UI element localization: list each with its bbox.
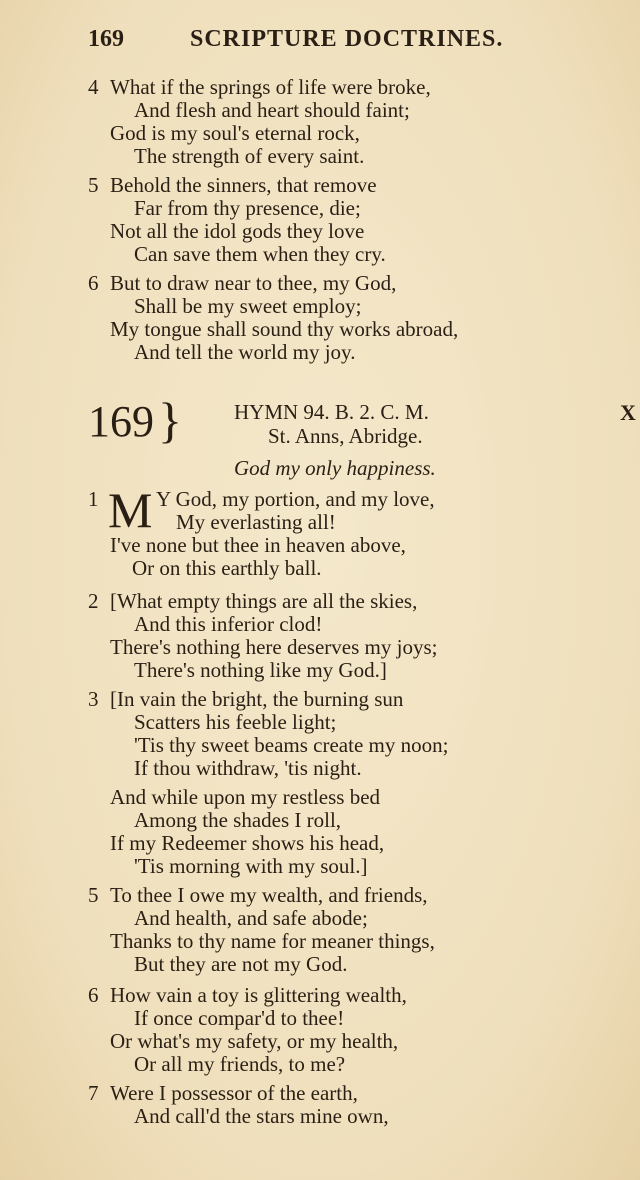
hymn-title: HYMN 94. B. 2. C. M. (234, 400, 429, 424)
hymn-stanza-2 (88, 590, 608, 682)
stanza-line: The strength of every saint. (134, 144, 365, 168)
stanza-line: If my Redeemer shows his head, (110, 831, 385, 855)
stanza-number: 5 (88, 173, 99, 197)
stanza-line: And while upon my restless bed (110, 785, 381, 809)
stanza-line: I've none but thee in heaven above, (110, 533, 406, 557)
stanza-line: 5 Behold the sinners, that remove (88, 173, 377, 197)
stanza-line: Or what's my safety, or my health, (110, 1029, 399, 1053)
hymn-stanza-3 (88, 688, 608, 780)
stanza-line: Thanks to thy name for meaner things, (110, 929, 435, 953)
stanza-line: Among the shades I roll, (134, 808, 342, 832)
stanza-line: My everlasting all! (176, 510, 336, 534)
stanza-line: Scatters his feeble light; (134, 710, 337, 734)
stanza-line: 5 To thee I owe my wealth, and friends, (88, 883, 428, 907)
stanza-line: 2 [What empty things are all the skies, (88, 589, 418, 613)
prior-stanza-5 (88, 174, 608, 266)
stanza-line: 6 But to draw near to thee, my God, (88, 271, 397, 295)
stanza-line: If thou withdraw, 'tis night. (134, 756, 362, 780)
stanza-number: 1 (88, 487, 99, 511)
stanza-line: Or all my friends, to me? (134, 1052, 346, 1076)
stanza-line: 'Tis thy sweet beams create my noon; (134, 733, 449, 757)
stanza-line: Not all the idol gods they love (110, 219, 365, 243)
stanza-number: 4 (88, 75, 99, 99)
stanza-line: Or on this earthly ball. (132, 556, 322, 580)
hymn-stanza-1 (88, 488, 608, 580)
stanza-line: 6 How vain a toy is glittering wealth, (88, 983, 407, 1007)
stanza-line: And call'd the stars mine own, (134, 1104, 389, 1128)
stanza-line: 7 Were I possessor of the earth, (88, 1081, 358, 1105)
margin-mark: X (620, 400, 636, 425)
stanza-line: 'Tis morning with my soul.] (134, 854, 368, 878)
hymn-tune: St. Anns, Abridge. (268, 424, 423, 448)
stanza-line: There's nothing like my God.] (134, 658, 387, 682)
hymn-stanza-6 (88, 984, 608, 1076)
stanza-number: 7 (88, 1081, 99, 1105)
stanza-number: 3 (88, 687, 99, 711)
page-header (88, 26, 538, 56)
hymn-stanza-5 (88, 884, 608, 976)
stanza-line: There's nothing here deserves my joys; (110, 635, 438, 659)
stanza-line: Can save them when they cry. (134, 242, 386, 266)
stanza-line: But they are not my God. (134, 952, 348, 976)
stanza-line: And health, and safe abode; (134, 906, 368, 930)
page-number: 169 (88, 26, 124, 52)
hymn-heading (88, 392, 640, 480)
stanza-line: 4 What if the springs of life were broke, (88, 75, 431, 99)
hymn-number: 169 (88, 397, 154, 446)
stanza-line: God is my soul's eternal rock, (110, 121, 360, 145)
running-title: SCRIPTURE DOCTRINES. (190, 26, 504, 52)
brace-glyph: } (158, 392, 182, 448)
stanza-line: My tongue shall sound thy works abroad, (110, 317, 459, 341)
stanza-number: 5 (88, 883, 99, 907)
stanza-line: And this inferior clod! (134, 612, 323, 636)
hymn-subject: God my only happiness. (234, 456, 436, 480)
prior-stanza-6 (88, 272, 608, 364)
hymn-stanza-4 (88, 786, 608, 878)
stanza-line: 3 [In vain the bright, the burning sun (88, 687, 404, 711)
stanza-number: 2 (88, 589, 99, 613)
drop-cap: M (108, 482, 153, 538)
stanza-line: And tell the world my joy. (134, 340, 356, 364)
prior-stanza-4 (88, 76, 608, 168)
stanza-number: 6 (88, 271, 99, 295)
stanza-line: And flesh and heart should faint; (134, 98, 410, 122)
stanza-line: Far from thy presence, die; (134, 196, 361, 220)
hymn-stanza-7 (88, 1082, 608, 1128)
stanza-line: Shall be my sweet employ; (134, 294, 362, 318)
stanza-line: 1 Y God, my portion, and my love, (88, 487, 435, 511)
stanza-line: If once compar'd to thee! (134, 1006, 345, 1030)
stanza-number: 6 (88, 983, 99, 1007)
